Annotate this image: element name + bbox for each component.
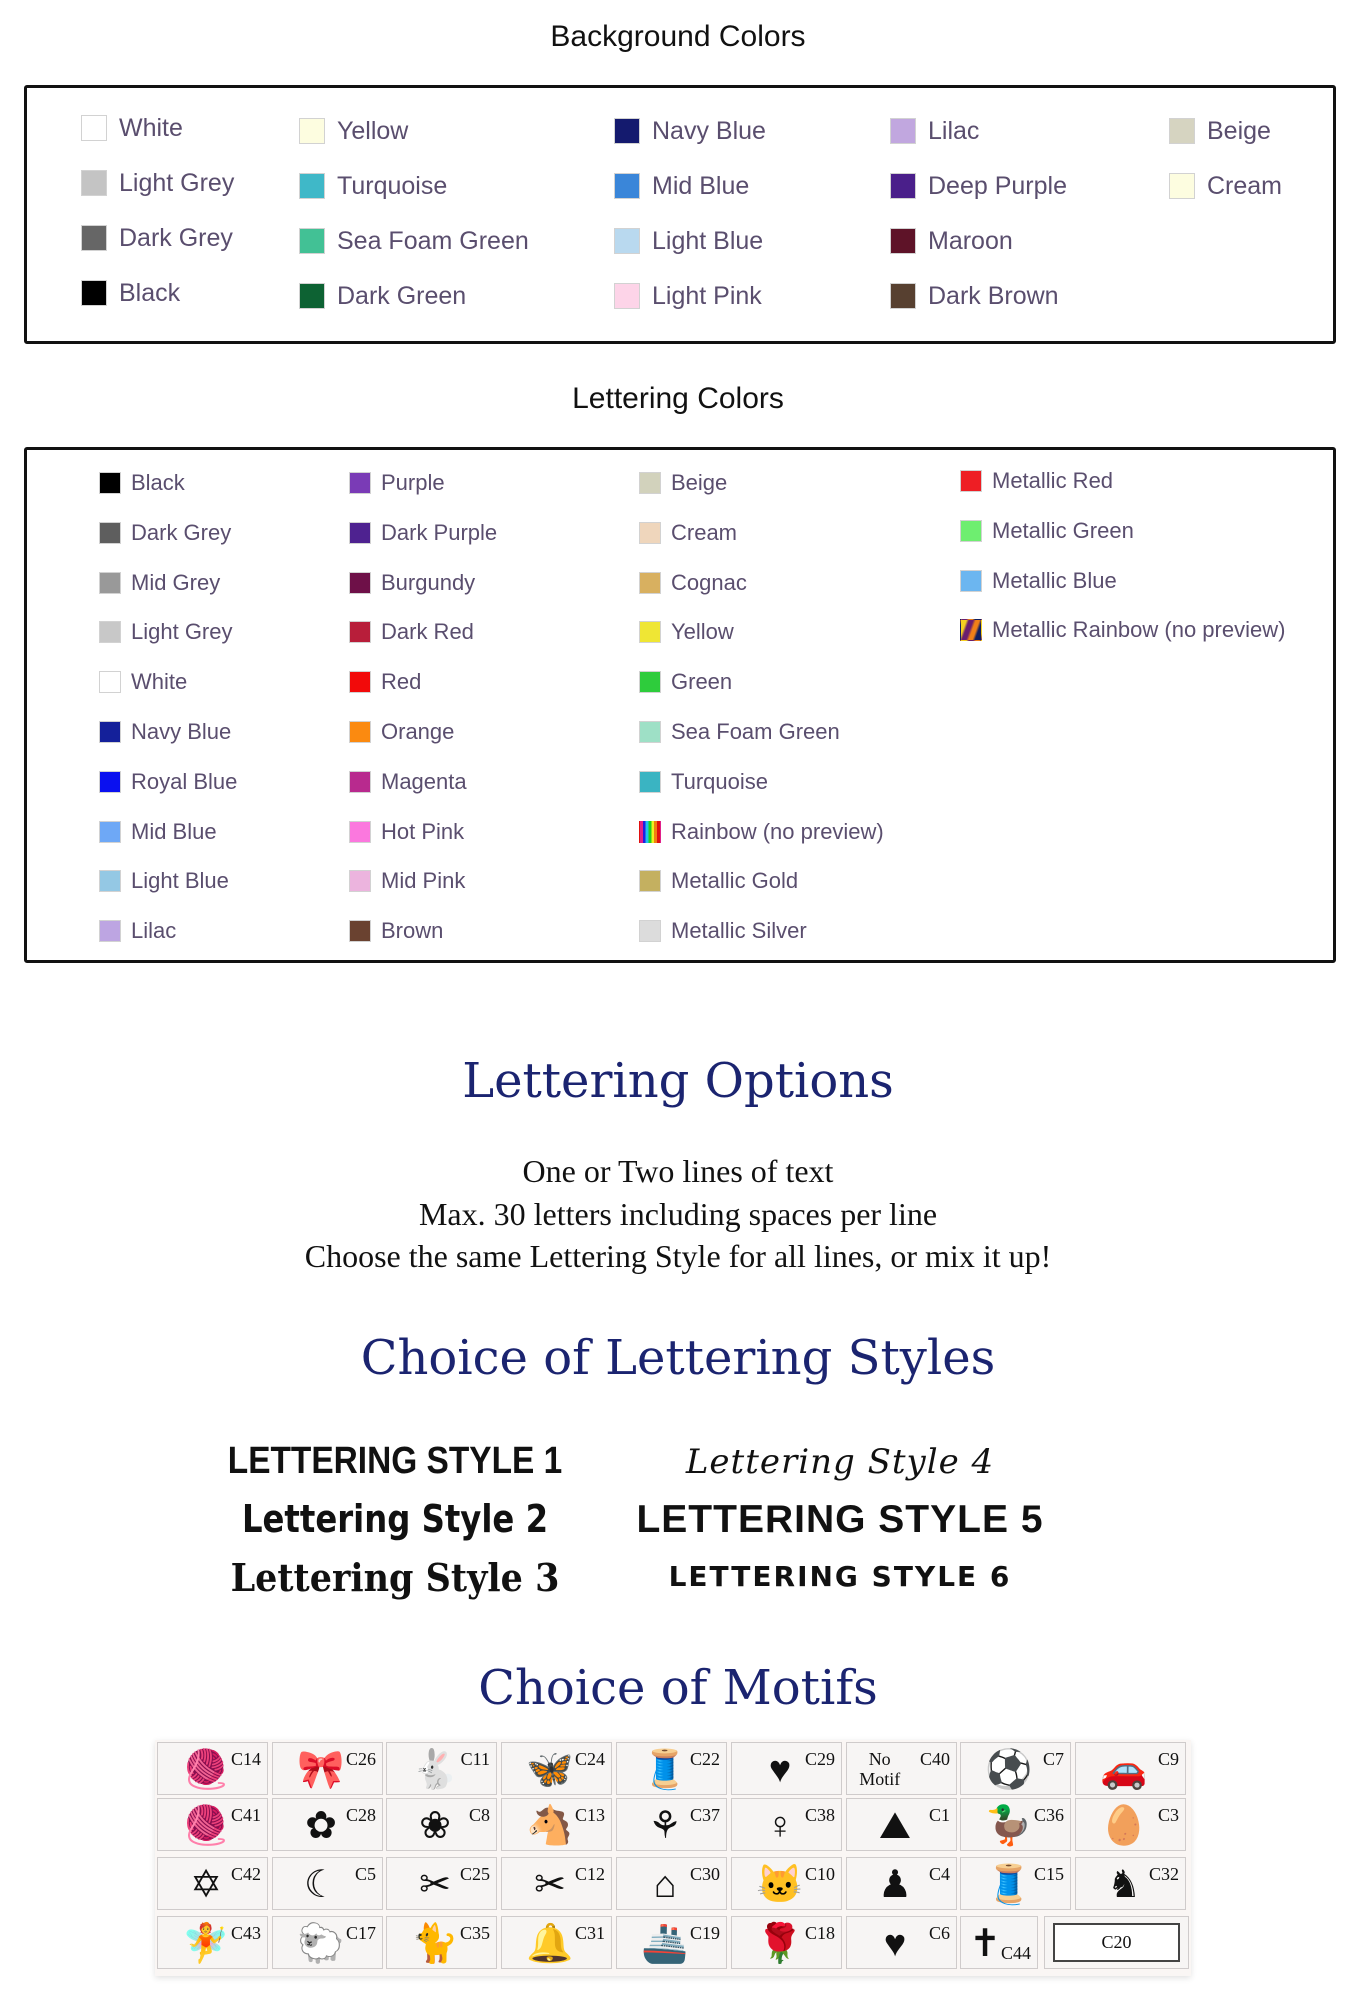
ship-icon: 🚢 (641, 1923, 689, 1965)
motif-code-label: C26 (345, 1749, 376, 1769)
lettering-color-dark-red[interactable] (349, 617, 474, 647)
motif-c28[interactable] (272, 1798, 383, 1851)
rose-icon: 🌹 (756, 1923, 804, 1965)
bg-color-light-pink[interactable] (614, 281, 762, 311)
flowers-icon: ✿ (305, 1805, 337, 1847)
lettering-color-metallic-blue[interactable] (960, 566, 1117, 596)
color-label: Metallic Gold (671, 868, 799, 894)
motif-c13[interactable] (501, 1798, 612, 1851)
color-swatch (349, 870, 371, 892)
lettering-color-red[interactable] (349, 667, 421, 697)
color-swatch (639, 821, 661, 843)
scissors-icon: ✂ (534, 1864, 566, 1906)
lettering-color-beige[interactable] (639, 468, 727, 498)
lettering-style-3[interactable]: Lettering Style 3 (230, 1555, 560, 1600)
lettering-color-metallic-green[interactable] (960, 516, 1134, 546)
color-swatch (639, 522, 661, 544)
color-swatch (81, 225, 107, 251)
color-swatch (639, 870, 661, 892)
lettering-colors-panel (24, 447, 1336, 963)
rabbit-icon: 🐇 (411, 1749, 459, 1791)
color-label: Metallic Blue (992, 567, 1117, 593)
color-label: Dark Grey (119, 223, 233, 252)
background-colors-panel (24, 85, 1336, 344)
bg-color-light-grey[interactable] (81, 168, 234, 198)
color-label: Mid Blue (131, 818, 217, 844)
sheep-icon: 🐑 (297, 1923, 345, 1965)
color-swatch (349, 920, 371, 942)
bg-color-lilac[interactable] (890, 116, 979, 146)
color-swatch (81, 115, 107, 141)
bg-color-sea-foam-green[interactable] (299, 226, 529, 256)
motifs-heading: Choice of Motifs (478, 1660, 878, 1716)
motif-c42[interactable] (157, 1857, 268, 1910)
info-line-3: Choose the same Lettering Style for all lines, or mix it up! (304, 1238, 1052, 1274)
color-swatch (639, 771, 661, 793)
bg-color-turquoise[interactable] (299, 171, 447, 201)
lettering-style-5[interactable]: LETTERING STYLE 5 (636, 1498, 1044, 1541)
motif-code-label: C44 (1000, 1943, 1031, 1963)
color-swatch (99, 472, 121, 494)
lettering-color-cognac[interactable] (639, 568, 747, 598)
motif-code-label: C31 (574, 1923, 605, 1943)
color-label: Lilac (131, 918, 177, 944)
color-label: Light Grey (119, 168, 235, 197)
cat-with-yarn-icon: 🐱 (756, 1864, 804, 1906)
color-swatch (299, 118, 325, 144)
motif-c26[interactable] (272, 1742, 383, 1795)
color-label: Brown (381, 918, 444, 944)
motif-code-label: C17 (345, 1923, 376, 1943)
color-swatch (639, 721, 661, 743)
color-label: Green (671, 669, 733, 695)
motif-code-label: C35 (459, 1923, 490, 1943)
duck-icon: 🦆 (985, 1805, 1033, 1847)
thread-needle-icon: 🧵 (985, 1864, 1033, 1906)
hearts-icon: ♥ (768, 1749, 792, 1791)
bg-color-yellow[interactable] (299, 116, 408, 146)
lettering-style-4[interactable]: Lettering Style 4 (685, 1442, 995, 1482)
motif-grid (155, 1740, 1191, 1976)
motif-code-label: C37 (689, 1805, 720, 1825)
lettering-options-heading: Lettering Options (462, 1053, 894, 1109)
color-label: Maroon (928, 226, 1013, 255)
motif-code-label: C42 (230, 1864, 261, 1884)
bg-color-deep-purple[interactable] (890, 171, 1067, 201)
motif-code-label: C22 (689, 1749, 720, 1769)
motif-c35[interactable] (386, 1916, 497, 1969)
color-label: Cream (1207, 171, 1283, 200)
lettering-color-dark-grey[interactable] (99, 518, 231, 548)
flower-pot-icon: ⚘ (647, 1805, 683, 1847)
motif-c31[interactable] (501, 1916, 612, 1969)
color-swatch (960, 619, 982, 641)
motif-c44[interactable] (960, 1916, 1038, 1969)
lettering-color-turquoise[interactable] (639, 767, 768, 797)
color-swatch (614, 283, 640, 309)
butterfly-icon: 🦋 (526, 1749, 574, 1791)
lettering-color-yellow[interactable] (639, 617, 734, 647)
lettering-color-royal-blue[interactable] (99, 767, 237, 797)
lettering-color-purple[interactable] (349, 468, 445, 498)
flower-bouquet-icon: ❀ (419, 1805, 451, 1847)
lettering-color-light-grey[interactable] (99, 617, 233, 647)
color-label: Rainbow (no preview) (671, 818, 884, 844)
color-swatch (99, 671, 121, 693)
yarn-balls-needles-icon: 🧶 (182, 1749, 230, 1791)
info-line-2: Max. 30 letters including spaces per line (418, 1196, 938, 1232)
lettering-color-metallic-gold[interactable] (639, 866, 798, 896)
lettering-color-brown[interactable] (349, 916, 443, 946)
motif-code-label: C7 (1042, 1749, 1064, 1769)
motif-code-label: C10 (804, 1864, 835, 1884)
no-motif-label: No Motif (859, 1749, 901, 1789)
lettering-color-mid-pink[interactable] (349, 866, 465, 896)
motif-c7[interactable] (960, 1742, 1071, 1795)
color-label: Mid Blue (652, 171, 750, 200)
color-swatch (614, 228, 640, 254)
lettering-color-mid-blue[interactable] (99, 817, 217, 847)
motif-c4[interactable] (846, 1857, 957, 1910)
color-swatch (1169, 173, 1195, 199)
motif-code-label: C18 (804, 1923, 835, 1943)
color-swatch (299, 228, 325, 254)
lettering-style-1[interactable]: LETTERING STYLE 1 (227, 1440, 563, 1482)
color-label: Navy Blue (131, 719, 232, 744)
lettering-color-mid-grey[interactable] (99, 568, 220, 598)
motif-c43[interactable] (157, 1916, 268, 1969)
bg-color-dark-green[interactable] (299, 281, 466, 311)
motif-code-label: C38 (804, 1805, 835, 1825)
car-icon: 🚗 (1100, 1749, 1148, 1791)
motif-c19[interactable] (616, 1916, 727, 1969)
motif-c36[interactable] (960, 1798, 1071, 1851)
color-label: Metallic Green (992, 517, 1134, 543)
color-label: Navy Blue (652, 116, 766, 145)
motif-code-label: C41 (230, 1805, 261, 1825)
cross-icon: ✝ (969, 1923, 1001, 1965)
color-swatch (890, 173, 916, 199)
lettering-colors-title: Lettering Colors (572, 382, 784, 415)
motif-c12[interactable] (501, 1857, 612, 1910)
color-swatch (639, 572, 661, 594)
color-label: Deep Purple (928, 171, 1067, 200)
color-label: Royal Blue (131, 768, 238, 794)
color-swatch (639, 472, 661, 494)
color-label: Turquoise (337, 171, 448, 200)
motif-c6[interactable] (846, 1916, 957, 1969)
color-label: Light Blue (652, 226, 764, 255)
motif-c24[interactable] (501, 1742, 612, 1795)
color-label: Red (381, 669, 422, 695)
motif-code-label: C28 (345, 1805, 376, 1825)
color-label: Burgundy (381, 569, 476, 595)
color-swatch (81, 280, 107, 306)
color-label: Metallic Silver (671, 918, 807, 944)
lettering-color-lilac[interactable] (99, 916, 176, 946)
color-label: Dark Grey (131, 519, 232, 545)
motif-c18[interactable] (731, 1916, 842, 1969)
motif-c20[interactable] (1044, 1916, 1189, 1969)
bg-color-maroon[interactable] (890, 226, 1013, 256)
bg-color-beige[interactable] (1169, 116, 1271, 146)
moon-stars-icon: ☾ (303, 1864, 339, 1906)
motif-code-label: C36 (1033, 1805, 1064, 1825)
color-swatch (349, 522, 371, 544)
motif-c15[interactable] (960, 1857, 1071, 1910)
color-swatch (99, 771, 121, 793)
color-label: Beige (671, 470, 728, 495)
heart-icon: ♥ (883, 1923, 907, 1965)
motif-c5[interactable] (272, 1857, 383, 1910)
motif-code-label: C43 (230, 1923, 261, 1943)
lettering-color-cream[interactable] (639, 518, 737, 548)
color-label: Dark Purple (381, 519, 498, 545)
motif-c1[interactable] (846, 1798, 957, 1851)
motif-code-label: C32 (1148, 1864, 1179, 1884)
bg-color-light-blue[interactable] (614, 226, 763, 256)
color-label: Cream (671, 519, 738, 545)
color-swatch (639, 621, 661, 643)
motif-code-label: C5 (354, 1864, 376, 1884)
lettering-color-metallic-red[interactable] (960, 466, 1113, 496)
motif-c14[interactable] (157, 1742, 268, 1795)
sleeping-cat-icon: 🐈 (411, 1923, 459, 1965)
lettering-color-light-blue[interactable] (99, 866, 229, 896)
thread-spool-icon: 🧵 (641, 1749, 689, 1791)
gnome-icon: ♟ (877, 1864, 913, 1906)
color-swatch (1169, 118, 1195, 144)
motif-code-label: C3 (1157, 1805, 1179, 1825)
color-label: Hot Pink (381, 818, 465, 844)
motif-c3[interactable] (1075, 1798, 1186, 1851)
bg-color-black[interactable] (81, 278, 180, 308)
color-swatch (81, 170, 107, 196)
color-swatch (99, 572, 121, 594)
motif-code-label: C24 (574, 1749, 605, 1769)
motif-code-label: C8 (468, 1805, 490, 1825)
color-swatch (349, 821, 371, 843)
lettering-style-6[interactable]: LETTERING STYLE 6 (668, 1560, 1012, 1593)
rocking-horse-icon: ♞ (1106, 1864, 1142, 1906)
color-swatch (99, 920, 121, 942)
lettering-style-2[interactable]: Lettering Style 2 (241, 1497, 549, 1541)
color-label: Purple (381, 470, 445, 495)
color-swatch (99, 721, 121, 743)
motif-code-label: C13 (574, 1805, 605, 1825)
color-swatch (890, 228, 916, 254)
lettering-color-hot-pink[interactable] (349, 817, 464, 847)
lettering-color-white[interactable] (99, 667, 187, 697)
color-label: Turquoise (671, 768, 769, 794)
color-label: Orange (381, 719, 455, 744)
color-label: Sea Foam Green (337, 226, 529, 255)
color-label: Mid Pink (381, 868, 466, 894)
motif-code-label: C9 (1157, 1749, 1179, 1769)
color-swatch (639, 671, 661, 693)
color-swatch (99, 522, 121, 544)
lettering-color-navy-blue[interactable] (99, 717, 231, 747)
motif-code-label: C20 (1053, 1923, 1180, 1962)
color-swatch (349, 572, 371, 594)
color-label: Lilac (928, 116, 980, 145)
color-swatch (639, 920, 661, 942)
color-label: White (131, 669, 188, 695)
color-label: Black (119, 278, 181, 307)
color-swatch (349, 771, 371, 793)
fairy-icon: 🧚 (182, 1923, 230, 1965)
color-label: Yellow (337, 116, 409, 145)
color-swatch (960, 570, 982, 592)
lettering-color-rainbow-no-preview[interactable] (639, 817, 884, 847)
motif-code-label: C40 (919, 1749, 950, 1769)
motif-c8[interactable] (386, 1798, 497, 1851)
yarn-ball-icon: 🧶 (182, 1805, 230, 1847)
color-swatch (349, 721, 371, 743)
bg-color-mid-blue[interactable] (614, 171, 749, 201)
motif-c32[interactable] (1075, 1857, 1186, 1910)
humpty-dumpty-icon: 🥚 (1100, 1805, 1148, 1847)
sewing-machine-icon: ⌂ (653, 1864, 677, 1906)
motif-c10[interactable] (731, 1857, 842, 1910)
color-label: Light Blue (131, 868, 229, 894)
color-swatch (614, 118, 640, 144)
motif-c17[interactable] (272, 1916, 383, 1969)
color-swatch (99, 621, 121, 643)
star-of-david-icon: ✡ (190, 1864, 222, 1906)
bell-icon: 🔔 (526, 1923, 574, 1965)
motif-c9[interactable] (1075, 1742, 1186, 1795)
shears-icon: ✂ (419, 1864, 451, 1906)
color-swatch (960, 520, 982, 542)
color-swatch (349, 472, 371, 494)
lettering-color-dark-purple[interactable] (349, 518, 497, 548)
bg-color-navy-blue[interactable] (614, 116, 766, 146)
color-label: Dark Brown (928, 281, 1059, 310)
motif-c41[interactable] (157, 1798, 268, 1851)
color-label: Sea Foam Green (671, 719, 840, 744)
motif-c25[interactable] (386, 1857, 497, 1910)
color-label: Metallic Red (992, 468, 1114, 493)
soccer-ball-icon: ⚽ (985, 1749, 1033, 1791)
color-swatch (99, 870, 121, 892)
motif-code-label: C30 (689, 1864, 720, 1884)
color-label: Dark Green (337, 281, 467, 310)
bg-color-dark-grey[interactable] (81, 223, 233, 253)
color-label: Light Grey (131, 619, 233, 645)
color-label: Beige (1207, 116, 1271, 145)
color-swatch (349, 621, 371, 643)
color-swatch (299, 283, 325, 309)
color-swatch (614, 173, 640, 199)
lettering-color-green[interactable] (639, 667, 732, 697)
bg-color-cream[interactable] (1169, 171, 1282, 201)
motif-code-label: C15 (1033, 1864, 1064, 1884)
horse-head-icon: 🐴 (526, 1805, 574, 1847)
lettering-color-burgundy[interactable] (349, 568, 475, 598)
lettering-color-metallic-rainbow-no-preview[interactable] (960, 615, 1285, 645)
color-swatch (960, 470, 982, 492)
color-label: Mid Grey (131, 569, 221, 595)
color-swatch (299, 173, 325, 199)
color-swatch (349, 671, 371, 693)
lettering-color-sea-foam-green[interactable] (639, 717, 840, 747)
color-label: White (119, 113, 183, 142)
motif-code-label: C11 (460, 1749, 490, 1769)
lettering-styles-heading: Choice of Lettering Styles (360, 1330, 996, 1386)
motif-c29[interactable] (731, 1742, 842, 1795)
color-label: Cognac (671, 569, 747, 595)
motif-code-label: C19 (689, 1923, 720, 1943)
info-line-1: One or Two lines of text (522, 1153, 834, 1189)
color-label: Metallic Rainbow (no preview) (992, 617, 1286, 643)
motif-code-label: C4 (928, 1864, 950, 1884)
girl-figure-icon: ♀ (765, 1805, 795, 1847)
motif-code-label: C25 (459, 1864, 490, 1884)
color-swatch (890, 118, 916, 144)
lettering-color-orange[interactable] (349, 717, 454, 747)
motif-c37[interactable] (616, 1798, 727, 1851)
lettering-color-black[interactable] (99, 468, 185, 498)
motif-c38[interactable] (731, 1798, 842, 1851)
background-colors-title: Background Colors (550, 20, 806, 53)
motif-c30[interactable] (616, 1857, 727, 1910)
color-label: Magenta (381, 768, 467, 794)
motif-code-label: C29 (804, 1749, 835, 1769)
color-label: Light Pink (652, 281, 762, 310)
color-label: Yellow (671, 619, 734, 645)
color-swatch (99, 821, 121, 843)
lettering-color-magenta[interactable] (349, 767, 467, 797)
motif-code-label: C1 (928, 1805, 950, 1825)
color-label: Dark Red (381, 619, 474, 645)
bg-color-dark-brown[interactable] (890, 281, 1059, 311)
color-label: Black (131, 470, 185, 495)
motif-code-label: C12 (574, 1864, 605, 1884)
motif-c40[interactable] (846, 1742, 957, 1795)
bg-color-white[interactable] (81, 113, 183, 143)
bow-icon: 🎀 (297, 1749, 345, 1791)
lettering-color-metallic-silver[interactable] (639, 916, 807, 946)
motif-code-label: C14 (230, 1749, 261, 1769)
motif-code-label: C6 (928, 1923, 950, 1943)
color-swatch (890, 283, 916, 309)
motif-c11[interactable] (386, 1742, 497, 1795)
motif-c22[interactable] (616, 1742, 727, 1795)
island-map-icon: ⛰ (879, 1805, 911, 1847)
